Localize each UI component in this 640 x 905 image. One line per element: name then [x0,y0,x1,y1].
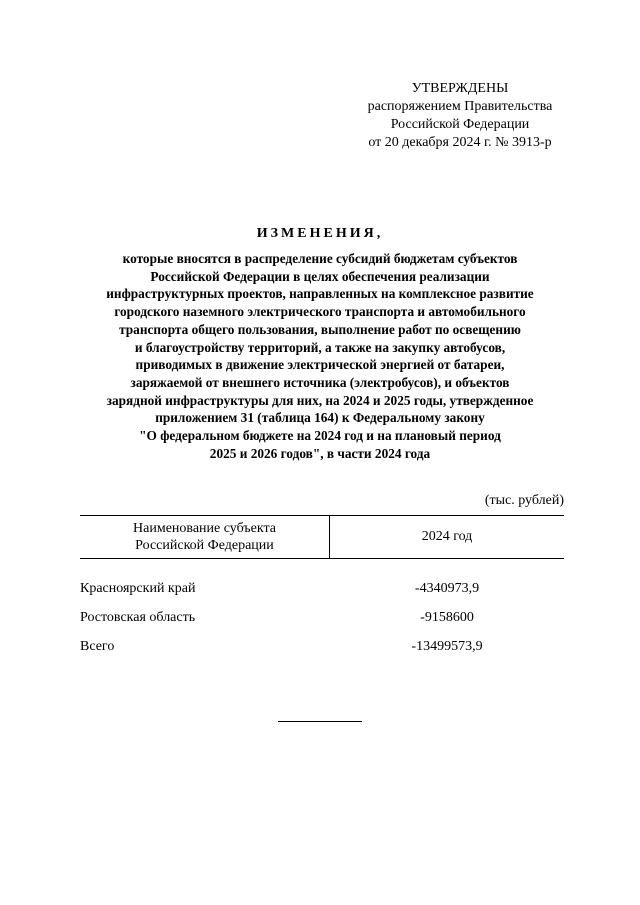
row-subject: Красноярский край [80,581,196,596]
table-row-total [80,639,564,659]
subtitle-line: 2025 и 2026 годов", в части 2024 года [209,445,431,461]
document-subtitle [70,250,570,462]
approval-line: Российской Федерации [390,117,530,132]
approval-date: от 20 декабря 2024 г. № 3913-р [368,135,552,150]
approval-block [340,80,580,152]
subtitle-line: и благоустройству территорий, а также на закупку автобусов, [134,339,506,355]
header-subject-line: Наименование субъекта [133,521,276,536]
table-header [80,515,564,559]
subtitle-line: инфраструктурных проектов, направленных на комплексное развитие [106,286,534,302]
subtitle-line: Российской Федерации в целях обеспечения реализации [150,268,490,284]
subtitle-line: транспорта общего пользования, выполнение работ по освещению [119,321,521,337]
row-value: -13499573,9 [411,639,483,654]
table-row [80,610,564,630]
end-divider [278,721,362,722]
row-subject: Ростовская область [80,610,196,625]
subtitle-line: заряжаемой от внешнего источника (электробусов), и объектов [130,374,510,390]
units-label: (тыс. рублей) [484,493,564,508]
header-subject-line: Российской Федерации [135,538,274,553]
subtitle-line: которые вносятся в распределение субсидий бюджетам субъектов [122,251,518,266]
table-row [80,581,564,601]
row-value: -4340973,9 [414,581,480,596]
subtitle-line: приводимых в движение электрической энергией от батареи, [135,357,505,373]
approval-heading: УТВЕРЖДЕНЫ [411,81,509,96]
row-value: -9158600 [420,610,474,625]
header-subject-name [80,516,330,558]
subtitle-line: городского наземного электрического транспорта и автомобильного [114,304,526,320]
subtitle-line: "О федеральном бюджете на 2024 год и на плановый период [139,428,501,444]
subtitle-line: приложением 31 (таблица 164) к Федеральному закону [155,410,485,426]
row-subject: Всего [80,639,115,654]
header-year: 2024 год [421,529,473,544]
document-title: ИЗМЕНЕНИЯ, [256,226,384,241]
approval-line: распоряжением Правительства [367,99,553,114]
subtitle-line: зарядной инфраструктуры для них, на 2024 и 2025 годы, утвержденное [106,392,534,408]
